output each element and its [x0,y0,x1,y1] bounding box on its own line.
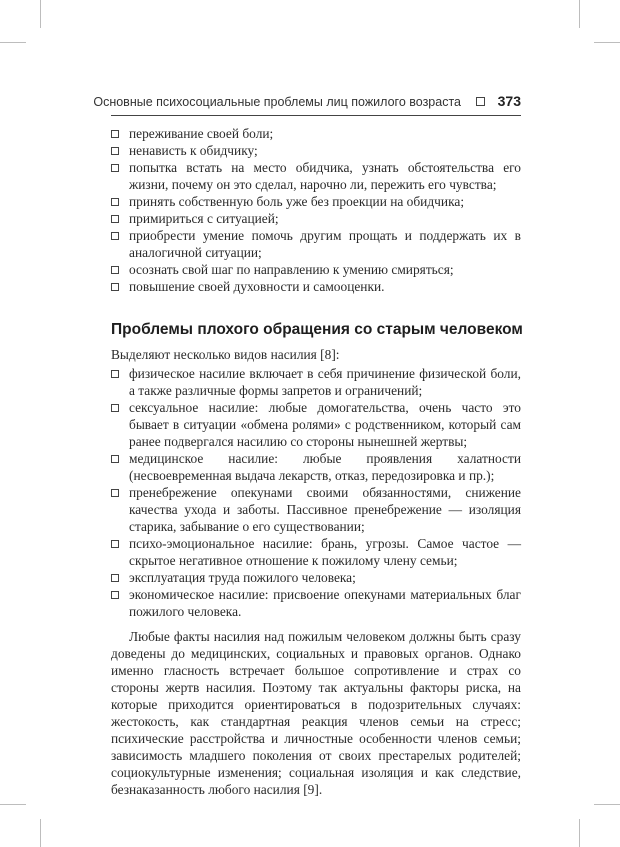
list-item: переживание своей боли; [111,125,521,142]
list-item: сексуальное насилие: любые домогательства, очень часто это бывает в ситуации «обмена ролями» с родственником, который сам ранее подвергался насилию со стороны нынешней жертвы; [111,399,521,450]
list-item: принять собственную боль уже без проекции на обидчика; [111,193,521,210]
list-item: физическое насилие включает в себя причинение физической боли, а также различные формы запретов и ограничений; [111,365,521,399]
running-header [93,93,521,116]
list-item: приобрести умение помочь другим прощать и поддержать их в аналогичной ситуации; [111,227,521,261]
stages-list [111,125,521,295]
page-body [111,125,521,798]
square-bullet-icon [111,591,119,599]
list-item: повышение своей духовности и самооценки. [111,278,521,295]
square-bullet-icon [111,455,119,463]
square-bullet-icon [111,574,119,582]
square-bullet-icon [111,283,119,291]
crop-mark [40,0,41,28]
violence-types-list [111,365,521,620]
crop-mark [594,42,620,43]
list-item: эксплуатация труда пожилого человека; [111,569,521,586]
square-bullet-icon [111,404,119,412]
section-heading: Проблемы плохого обращения со старым человеком [111,321,523,338]
square-bullet-icon [111,198,119,206]
list-item: психо-эмоциональное насилие: брань, угрозы. Самое частое — скрытое негативное отношение к пожилому члену семьи; [111,535,521,569]
crop-mark [0,804,26,805]
square-bullet-icon [111,164,119,172]
list-item: медицинское насилие: любые проявления халатности (несвоевременная выдача лекарств, отказ, передозировка и пр.); [111,450,521,484]
running-title: Основные психосоциальные проблемы лиц пожилого возраста [93,95,461,109]
list-item: пренебрежение опекунами своими обязанностями, снижение качества ухода и заботы. Пассивное пренебрежение — изоляция старика, забывание о его существовании; [111,484,521,535]
crop-mark [579,0,580,28]
crop-mark [0,42,26,43]
list-item: ненависть к обидчику; [111,142,521,159]
crop-mark [40,819,41,847]
square-bullet-icon [111,489,119,497]
page-number: 373 [497,93,521,109]
square-bullet-icon [111,130,119,138]
square-bullet-icon [111,215,119,223]
square-bullet-icon [111,370,119,378]
body-paragraph: Любые факты насилия над пожилым человеком должны быть сразу доведены до медицинских, социальных и правовых органов. Однако именно гласность встречает большое сопротивление и страх со стороны жертв насилия. Поэтому так актуальны факторы риска, на которые приходится ориентироваться в подозрительных случаях: жестокость, как стандартная реакция членов семьи на стресс; психические расстройства и личностные особенности членов семьи; зависимость младшего поколения от своих престарелых родителей; социокультурные изменения; социальная изоляция и как следствие, безнаказанность любого насилия [9]. [111,629,521,797]
square-bullet-icon [111,266,119,274]
list-item: осознать свой шаг по направлению к умению смиряться; [111,261,521,278]
list-item: попытка встать на место обидчика, узнать обстоятельства его жизни, почему он это сделал, нарочно ли, пережить его чувства; [111,159,521,193]
crop-mark [579,819,580,847]
section-intro: Выделяют несколько видов насилия [8]: [111,347,340,362]
square-bullet-icon [111,232,119,240]
list-item: экономическое насилие: присвоение опекунами материальных благ пожилого человека. [111,586,521,620]
square-bullet-icon [476,97,485,106]
square-bullet-icon [111,540,119,548]
list-item: примириться с ситуацией; [111,210,521,227]
square-bullet-icon [111,147,119,155]
crop-mark [594,804,620,805]
